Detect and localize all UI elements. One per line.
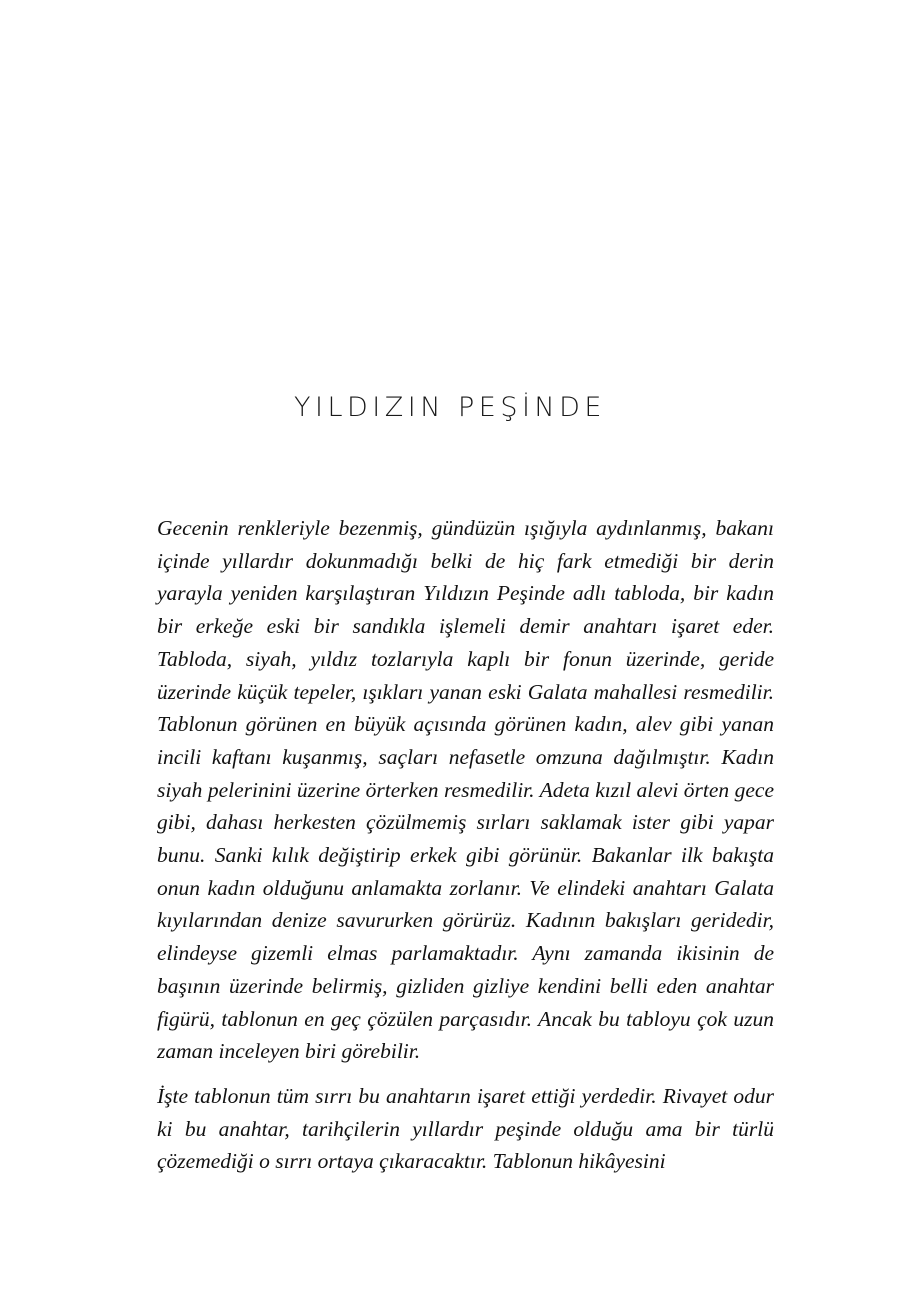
chapter-title: YILDIZIN PEŞİNDE (294, 392, 606, 423)
chapter-body (157, 512, 774, 1178)
paragraph-1: Gecenin renkleriyle bezenmiş, gündüzün ışığıyla aydınlanmış, bakanı içinde yıllardır dokunmadığı belki de hiç fark etmediği bir derin yarayla yeniden karşılaştıran Yıldızın Peşinde adlı tabloda, bir kadın bir erkeğe eski bir sandıkla işlemeli demir anahtarı işaret eder. Tabloda, siyah, yıldız tozlarıyla kaplı bir fonun üzerinde, geride üzerinde küçük tepeler, ışıkları yanan eski Galata mahallesi resmedilir. Tablonun görünen en büyük açısında görünen kadın, alev gibi yanan incili kaftanı kuşanmış, saçları nefasetle omzuna dağılmıştır. Kadın siyah pelerinini üzerine örterken resmedilir. Adeta kızıl alevi örten gece gibi, dahası herkesten çözülmemiş sırları saklamak ister gibi yapar bunu. Sanki kılık değiştirip erkek gibi görünür. Bakanlar ilk bakışta onun kadın olduğunu anlamakta zorlanır. Ve elindeki anahtarı Galata kıyılarından denize savururken görürüz. Kadının bakışları geridedir, elindeyse gizemli elmas parlamaktadır. Aynı zamanda ikisinin de başının üzerinde belirmiş, gizliden gizliye kendini belli eden anahtar figürü, tablonun en geç çözülen parçasıdır. Ancak bu tabloyu çok uzun zaman inceleyen biri görebilir. (157, 516, 774, 1064)
paragraph-2: İşte tablonun tüm sırrı bu anahtarın işaret ettiği yerdedir. Rivayet odur ki bu anahtar, tarihçilerin yıllardır peşinde olduğu ama bir türlü çözemediği o sırrı ortaya çıkaracaktır. Tablonun hikâyesini (157, 1083, 774, 1174)
